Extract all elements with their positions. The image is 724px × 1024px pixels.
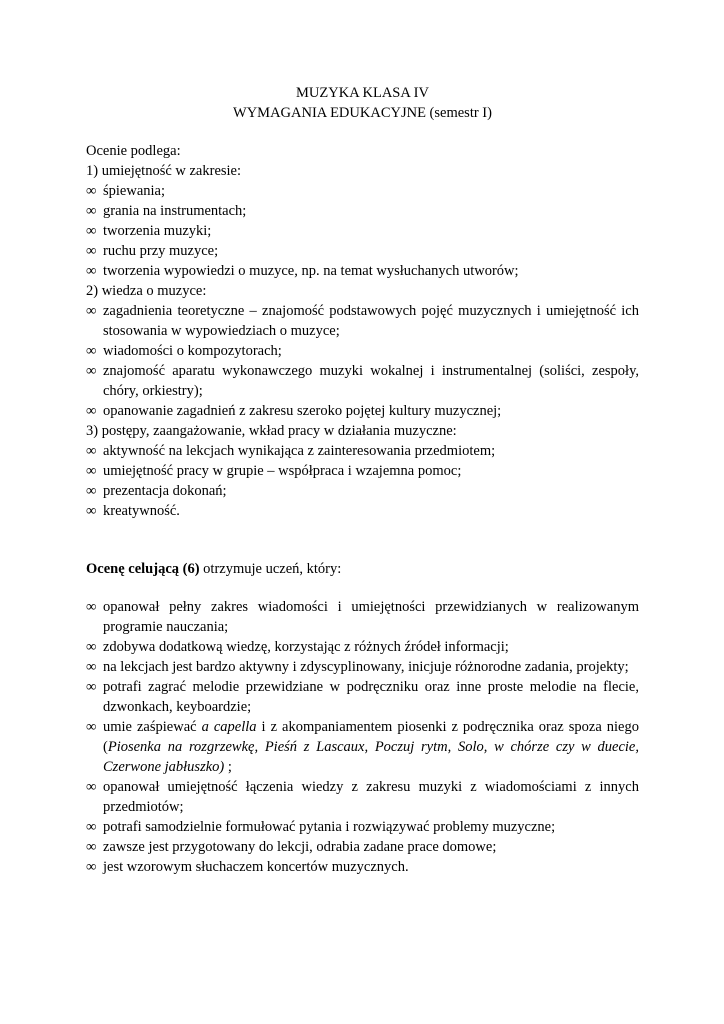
grade-6-heading-rest: otrzymuje uczeń, który: bbox=[199, 561, 342, 577]
list-item: ∞ potrafi samodzielnie formułować pytania i rozwiązywać problemy muzyczne; bbox=[86, 819, 556, 835]
infinity-bullet-icon: ∞ bbox=[86, 719, 97, 735]
list-item: ∞ jest wzorowym słuchaczem koncertów muzycznych. bbox=[86, 859, 409, 875]
infinity-bullet-icon: ∞ bbox=[86, 183, 97, 199]
document-title: MUZYKA KLASA IV bbox=[296, 85, 429, 101]
infinity-bullet-icon: ∞ bbox=[86, 343, 97, 359]
infinity-bullet-icon: ∞ bbox=[86, 263, 97, 279]
list-item: ∞ zdobywa dodatkową wiedzę, korzystając z różnych źródeł informacji; bbox=[86, 639, 509, 655]
infinity-bullet-icon: ∞ bbox=[86, 363, 97, 379]
list-item: ∞ umiejętność pracy w grupie – współpraca i wzajemna pomoc; bbox=[86, 463, 462, 479]
document-page bbox=[86, 83, 639, 877]
list-item: ∞ wiadomości o kompozytorach; bbox=[86, 343, 282, 359]
list-item: ∞ grania na instrumentach; bbox=[86, 203, 247, 219]
assessment-intro-label: Ocenie podlega: bbox=[86, 143, 181, 159]
infinity-bullet-icon: ∞ bbox=[86, 463, 97, 479]
list-item: ∞ śpiewania; bbox=[86, 183, 166, 199]
list-item: ∞ opanowanie zagadnień z zakresu szeroko pojętej kultury muzycznej; bbox=[86, 403, 502, 419]
grade-6-list bbox=[86, 597, 639, 877]
infinity-bullet-icon: ∞ bbox=[86, 503, 97, 519]
section-2-heading: 2) wiedza o muzyce: bbox=[86, 283, 207, 299]
infinity-bullet-icon: ∞ bbox=[86, 819, 97, 835]
infinity-bullet-icon: ∞ bbox=[86, 303, 97, 319]
list-item: ∞ kreatywność. bbox=[86, 503, 180, 519]
list-item: ∞ na lekcjach jest bardzo aktywny i zdyscyplinowany, inicjuje różnorodne zadania, projekty; bbox=[86, 659, 629, 675]
infinity-bullet-icon: ∞ bbox=[86, 483, 97, 499]
infinity-bullet-icon: ∞ bbox=[86, 243, 97, 259]
infinity-bullet-icon: ∞ bbox=[86, 659, 97, 675]
list-item: ∞ znajomość aparatu wykonawczego muzyki wokalnej i instrumentalnej (soliści, zespoły, chóry, orkiestry); bbox=[86, 363, 639, 399]
list-item: ∞ opanował umiejętność łączenia wiedzy z zakresu muzyki z wiadomościami z innych przedmiotów; bbox=[86, 779, 639, 815]
section-1-heading: 1) umiejętność w zakresie: bbox=[86, 163, 242, 179]
infinity-bullet-icon: ∞ bbox=[86, 859, 97, 875]
list-item-singing: ∞ umie zaśpiewać a capella i z akompaniamentem piosenki z podręcznika oraz spoza niego (Piosenka na rozgrzewkę, Pieśń z Lascaux, Poczuj rytm, Solo, w chórze czy w duecie, Czerwone jabłuszko) ; bbox=[86, 719, 639, 775]
list-item: ∞ aktywność na lekcjach wynikająca z zainteresowania przedmiotem; bbox=[86, 443, 496, 459]
section-2-list bbox=[86, 301, 639, 421]
list-item: ∞ tworzenia wypowiedzi o muzyce, np. na temat wysłuchanych utworów; bbox=[86, 263, 519, 279]
infinity-bullet-icon: ∞ bbox=[86, 839, 97, 855]
infinity-bullet-icon: ∞ bbox=[86, 599, 97, 615]
infinity-bullet-icon: ∞ bbox=[86, 223, 97, 239]
infinity-bullet-icon: ∞ bbox=[86, 679, 97, 695]
list-item: ∞ potrafi zagrać melodie przewidziane w podręczniku oraz inne proste melodie na flecie, dzwonkach, keyboardzie; bbox=[86, 679, 639, 715]
list-item: ∞ prezentacja dokonań; bbox=[86, 483, 227, 499]
infinity-bullet-icon: ∞ bbox=[86, 403, 97, 419]
section-3-heading: 3) postępy, zaangażowanie, wkład pracy w działania muzyczne: bbox=[86, 423, 457, 439]
section-1-list bbox=[86, 181, 639, 281]
list-item: ∞ zawsze jest przygotowany do lekcji, odrabia zadane prace domowe; bbox=[86, 839, 497, 855]
infinity-bullet-icon: ∞ bbox=[86, 779, 97, 795]
list-item: ∞ opanował pełny zakres wiadomości i umiejętności przewidzianych w realizowanym programie nauczania; bbox=[86, 599, 639, 635]
list-item: ∞ tworzenia muzyki; bbox=[86, 223, 212, 239]
infinity-bullet-icon: ∞ bbox=[86, 639, 97, 655]
list-item: ∞ ruchu przy muzyce; bbox=[86, 243, 219, 259]
section-3-list bbox=[86, 441, 639, 521]
grade-6-heading bbox=[86, 559, 639, 579]
list-item: ∞ zagadnienia teoretyczne – znajomość podstawowych pojęć muzycznych i umiejętność ich stosowania w wypowiedziach o muzyce; bbox=[86, 303, 639, 339]
grade-6-heading-bold: Ocenę celującą (6) bbox=[86, 561, 200, 577]
infinity-bullet-icon: ∞ bbox=[86, 443, 97, 459]
infinity-bullet-icon: ∞ bbox=[86, 203, 97, 219]
document-subtitle: WYMAGANIA EDUKACYJNE (semestr I) bbox=[233, 105, 492, 121]
